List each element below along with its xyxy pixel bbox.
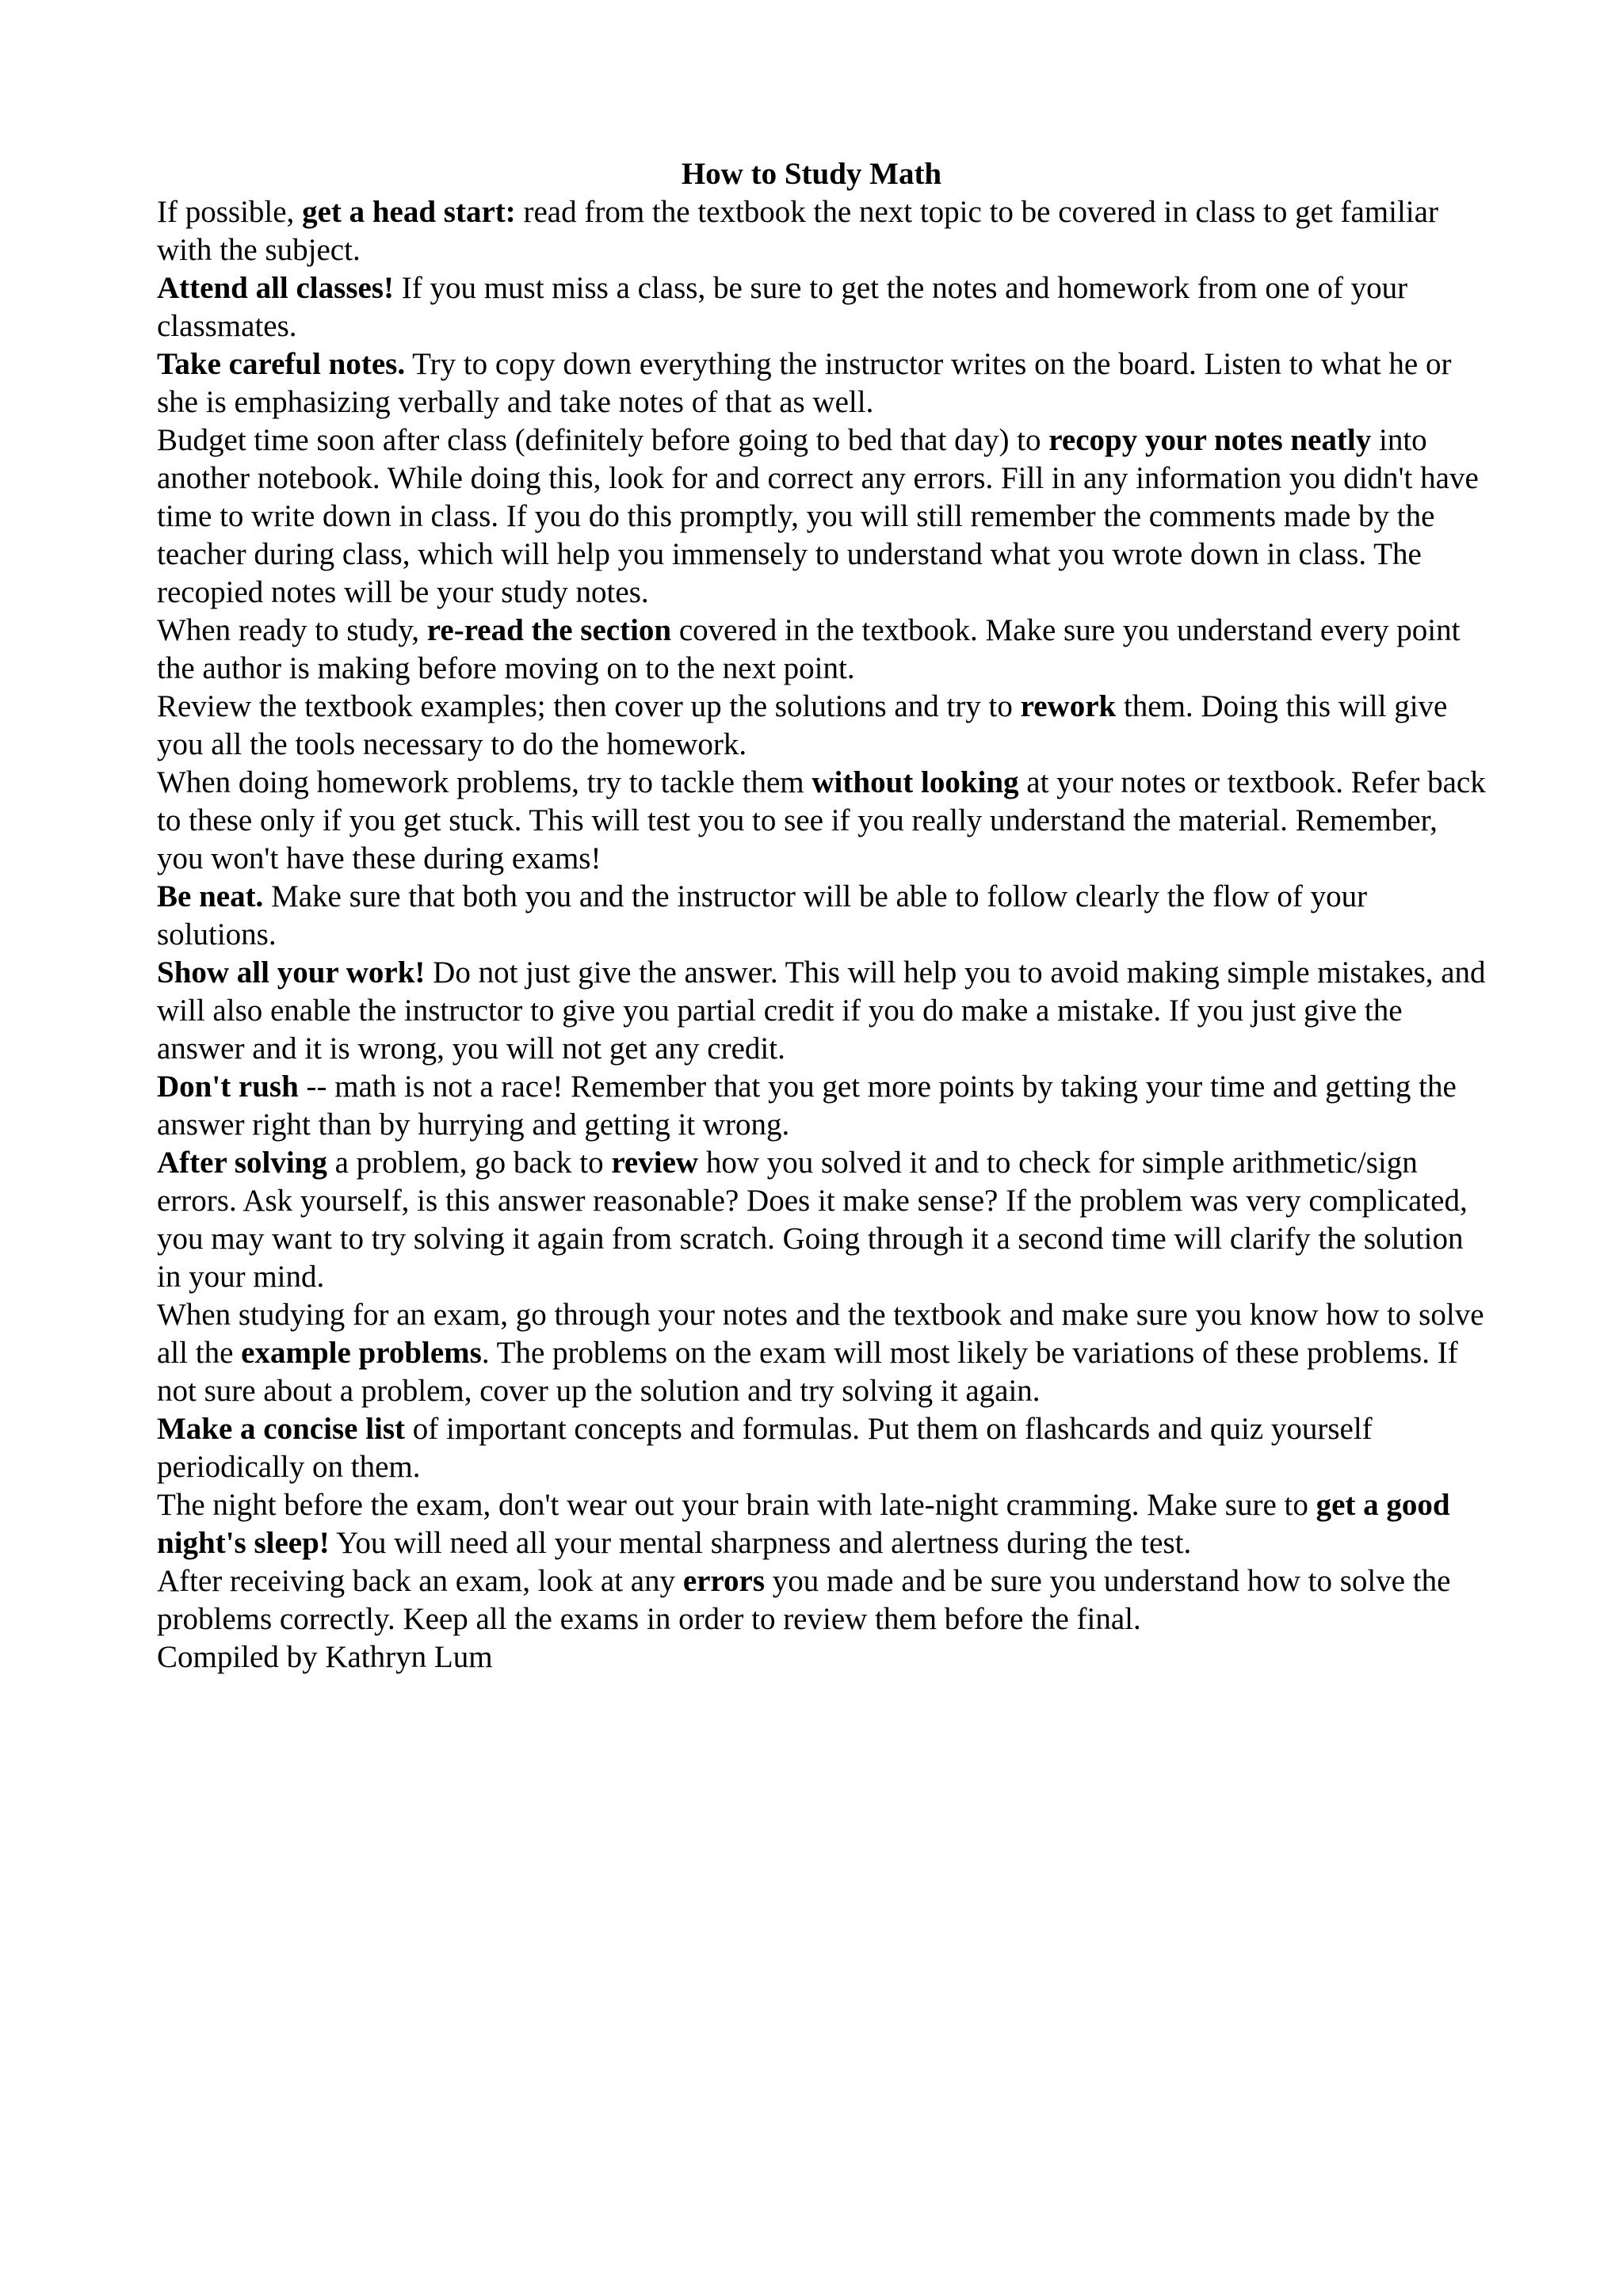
paragraph-text: If possible, bbox=[157, 195, 303, 229]
paragraph-text: When doing homework problems, try to tackle them bbox=[157, 765, 812, 799]
document-paragraph bbox=[157, 1296, 1488, 1410]
paragraph-text: them. Doing this will give you all the tools necessary to do the homework. bbox=[157, 689, 1448, 761]
document-paragraph bbox=[157, 1144, 1488, 1296]
emphasis-text: Be neat. bbox=[157, 879, 264, 913]
document-paragraph bbox=[157, 1486, 1488, 1562]
document-body bbox=[157, 193, 1488, 1676]
emphasis-text: review bbox=[611, 1146, 699, 1180]
emphasis-text: rework bbox=[1020, 689, 1117, 723]
paragraph-text: a problem, go back to bbox=[327, 1146, 612, 1180]
paragraph-text: Review the textbook examples; then cover up the solutions and try to bbox=[157, 689, 1021, 723]
document-title: How to Study Math bbox=[681, 157, 942, 191]
emphasis-text: errors bbox=[682, 1564, 766, 1598]
paragraph-text: After receiving back an exam, look at any bbox=[157, 1564, 683, 1598]
paragraph-text: Do not just give the answer. This will help you to avoid making simple mistakes, and will also enable the instructor to give you partial credit if you do make a mistake. If you just give the answer and it is wrong, you will not get any credit. bbox=[157, 955, 1486, 1066]
emphasis-text: Attend all classes! bbox=[157, 271, 394, 305]
document-paragraph bbox=[157, 878, 1488, 954]
document-paragraph bbox=[157, 1562, 1488, 1638]
paragraph-text: read from the textbook the next topic to be covered in class to get familiar with the subject. bbox=[157, 195, 1438, 267]
paragraph-text: The night before the exam, don't wear out your brain with late-night cramming. Make sure to bbox=[157, 1488, 1316, 1522]
paragraph-text: you made and be sure you understand how to solve the problems correctly. Keep all the exams in order to review them before the final. bbox=[157, 1564, 1451, 1636]
paragraph-text: Try to copy down everything the instructor writes on the board. Listen to what he or she is emphasizing verbally and take notes of that as well. bbox=[157, 347, 1452, 419]
emphasis-text: get a head start: bbox=[302, 195, 516, 229]
emphasis-text: Don't rush bbox=[157, 1070, 299, 1104]
document-paragraph bbox=[157, 421, 1488, 612]
document-paragraph bbox=[157, 269, 1488, 345]
emphasis-text: After solving bbox=[157, 1146, 327, 1180]
document-paragraph bbox=[157, 688, 1488, 764]
paragraph-text: covered in the textbook. Make sure you understand every point the author is making before moving on to the next point. bbox=[157, 613, 1461, 685]
paragraph-text: You will need all your mental sharpness and alertness during the test. bbox=[329, 1526, 1192, 1560]
paragraph-text: Compiled by Kathryn Lum bbox=[157, 1640, 493, 1674]
emphasis-text: Make a concise list bbox=[157, 1412, 406, 1446]
paragraph-text: If you must miss a class, be sure to get the notes and homework from one of your classmates. bbox=[157, 271, 1408, 343]
paragraph-text: -- math is not a race! Remember that you get more points by taking your time and getting the answer right than by hurrying and getting it wrong. bbox=[157, 1070, 1457, 1142]
emphasis-text: without looking bbox=[812, 765, 1019, 799]
paragraph-text: Budget time soon after class (definitely before going to bed that day) to bbox=[157, 423, 1049, 457]
emphasis-text: recopy your notes neatly bbox=[1048, 423, 1372, 457]
paragraph-text: of important concepts and formulas. Put them on flashcards and quiz yourself periodically on them. bbox=[157, 1412, 1373, 1484]
document-paragraph bbox=[157, 1638, 1488, 1676]
document-paragraph bbox=[157, 612, 1488, 688]
document-paragraph bbox=[157, 193, 1488, 269]
paragraph-text: at your notes or textbook. Refer back to these only if you get stuck. This will test you to see if you really understand the material. Remember, you won't have these during exams! bbox=[157, 765, 1486, 875]
document-paragraph bbox=[157, 954, 1488, 1068]
emphasis-text: Show all your work! bbox=[157, 955, 426, 990]
document-paragraph bbox=[157, 345, 1488, 421]
paragraph-text: When ready to study, bbox=[157, 613, 427, 647]
paragraph-text: When studying for an exam, go through your notes and the textbook and make sure you know how to solve all the bbox=[157, 1298, 1484, 1370]
paragraph-text: how you solved it and to check for simple arithmetic/sign errors. Ask yourself, is this answer reasonable? Does it make sense? If the problem was very complicated, you may want to try solving it again from scratch. Going through it a second time will clarify the solution in your mind. bbox=[157, 1146, 1468, 1294]
emphasis-text: example problems bbox=[241, 1336, 482, 1370]
paragraph-text: Make sure that both you and the instructor will be able to follow clearly the flow of your solutions. bbox=[157, 879, 1368, 952]
paragraph-text: . The problems on the exam will most likely be variations of these problems. If not sure about a problem, cover up the solution and try solving it again. bbox=[157, 1336, 1458, 1408]
document-paragraph bbox=[157, 764, 1488, 878]
emphasis-text: get a good night's sleep! bbox=[157, 1488, 1450, 1560]
document-paragraph bbox=[157, 1068, 1488, 1144]
emphasis-text: re-read the section bbox=[426, 613, 672, 647]
paragraph-text: into another notebook. While doing this, look for and correct any errors. Fill in any information you didn't have time to write down in class. If you do this promptly, you will still remember the comments made by the teacher during class, which will help you immensely to understand what you wrote down in class. The recopied notes will be your study notes. bbox=[157, 423, 1479, 609]
emphasis-text: Take careful notes. bbox=[157, 347, 406, 381]
document-paragraph bbox=[157, 1410, 1488, 1486]
